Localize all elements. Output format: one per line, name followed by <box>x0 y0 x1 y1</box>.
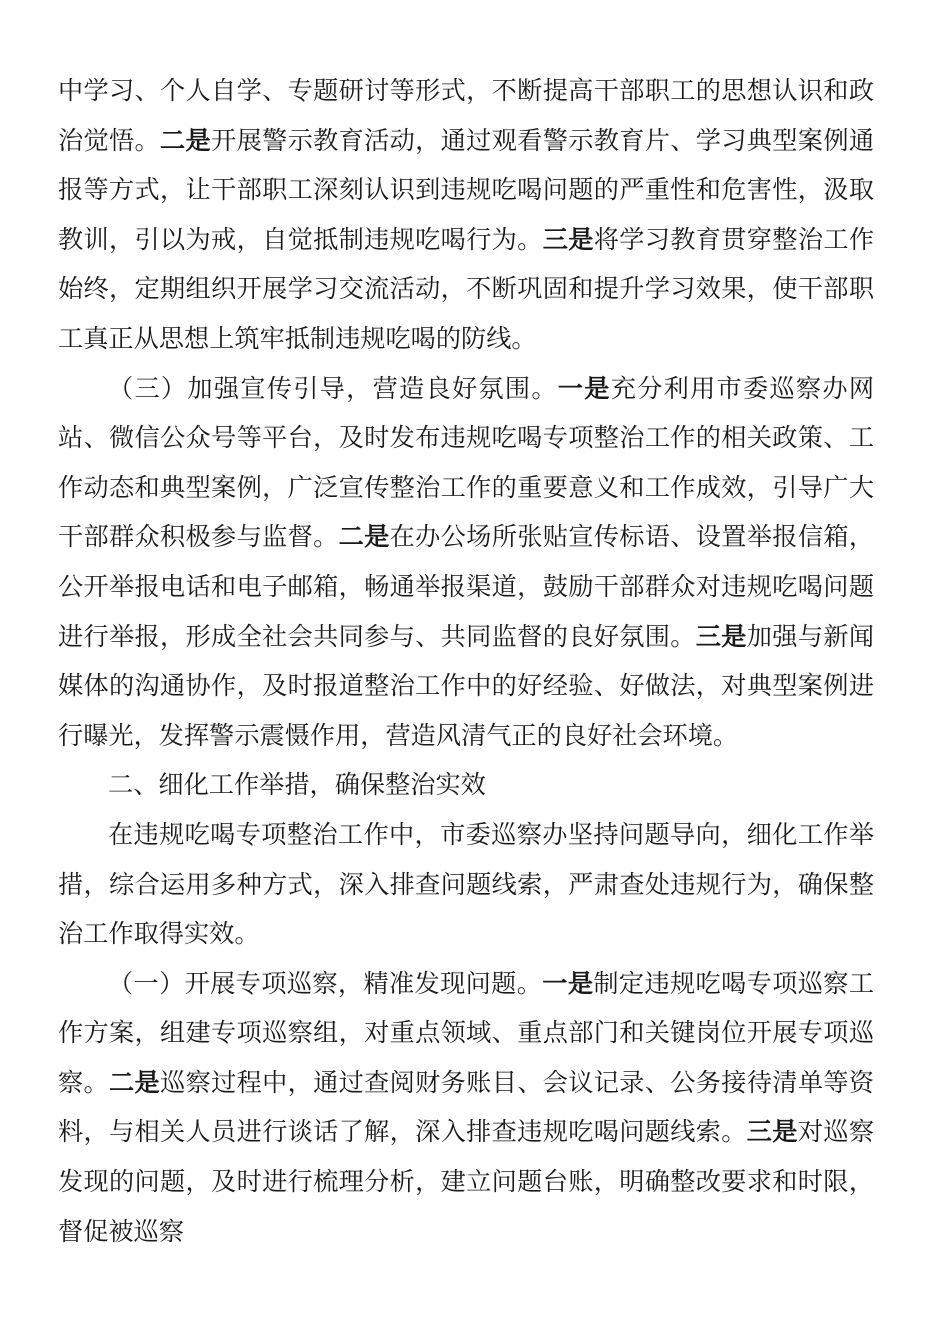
bold-marker: 二是 <box>160 125 212 155</box>
paragraph-section-intro <box>58 810 874 959</box>
bold-marker: 三是 <box>746 1117 798 1147</box>
text-segment: 将学习教育贯穿整治工作始终，定期组织开展学习交流活动，不断巩固和提升学习效果，使干部职工真正从思想上筑牢抵制违规吃喝的防线。 <box>58 224 875 353</box>
text-segment: 制定违规吃喝专项巡察工作方案，组建专项巡察组，对重点领域、重点部门和关键岗位开展专项巡察。 <box>58 968 875 1097</box>
text-segment: 中学习、个人自学、专题研讨等形式，不断提高干部职工的思想认识和政治觉悟。 <box>58 76 874 155</box>
bold-marker: 二是 <box>109 1067 161 1097</box>
bold-marker: 三是 <box>695 621 747 651</box>
text-segment: 在违规吃喝专项整治工作中，市委巡察办坚持问题导向，细化工作举措，综合运用多种方式，深入排查问题线索，严肃查处违规行为，确保整治工作取得实效。 <box>58 819 874 949</box>
section-heading <box>58 760 874 810</box>
paragraph-publicity <box>58 364 874 761</box>
text-segment: （三）加强宣传引导，营造良好氛围。 <box>108 373 558 403</box>
bold-marker: 一是 <box>557 373 611 403</box>
text-segment: 加强与新闻媒体的沟通协作，及时报道整治工作中的好经验、好做法，对典型案例进行曝光，发挥警示震慑作用，营造风清气正的良好社会环境。 <box>58 621 875 750</box>
text-segment: 巡察过程中，通过查阅财务账目、会议记录、公务接待清单等资料，与相关人员进行谈话了解，深入排查违规吃喝问题线索。 <box>58 1067 875 1147</box>
paragraph-special-inspection <box>58 959 874 1257</box>
bold-marker: 二是 <box>338 522 390 552</box>
bold-marker: 三是 <box>542 224 594 254</box>
text-segment: 对巡察发现的问题，及时进行梳理分析，建立问题台账，明确整改要求和时限，督促被巡察 <box>58 1117 875 1246</box>
text-segment: 在办公场所张贴宣传标语、设置举报信箱，公开举报电话和电子邮箱，畅通举报渠道，鼓励干部群众对违规吃喝问题进行举报，形成全社会共同参与、共同监督的良好氛围。 <box>58 522 875 651</box>
text-segment: 充分利用市委巡察办网站、微信公众号等平台，及时发布违规吃喝专项整治工作的相关政策、工作动态和典型案例，广泛宣传整治工作的重要意义和工作成效，引导广大干部群众积极参与监督。 <box>58 373 875 552</box>
text-segment: 开展警示教育活动，通过观看警示教育片、学习典型案例通报等方式，让干部职工深刻认识到违规吃喝问题的严重性和危害性，汲取教训，引以为戒，自觉抵制违规吃喝行为。 <box>58 125 875 254</box>
bold-marker: 一是 <box>542 968 594 998</box>
paragraph-study-education <box>58 66 874 364</box>
text-segment: （一）开展专项巡察，精准发现问题。 <box>108 968 543 998</box>
heading-text: 二、细化工作举措，确保整治实效 <box>108 770 486 800</box>
